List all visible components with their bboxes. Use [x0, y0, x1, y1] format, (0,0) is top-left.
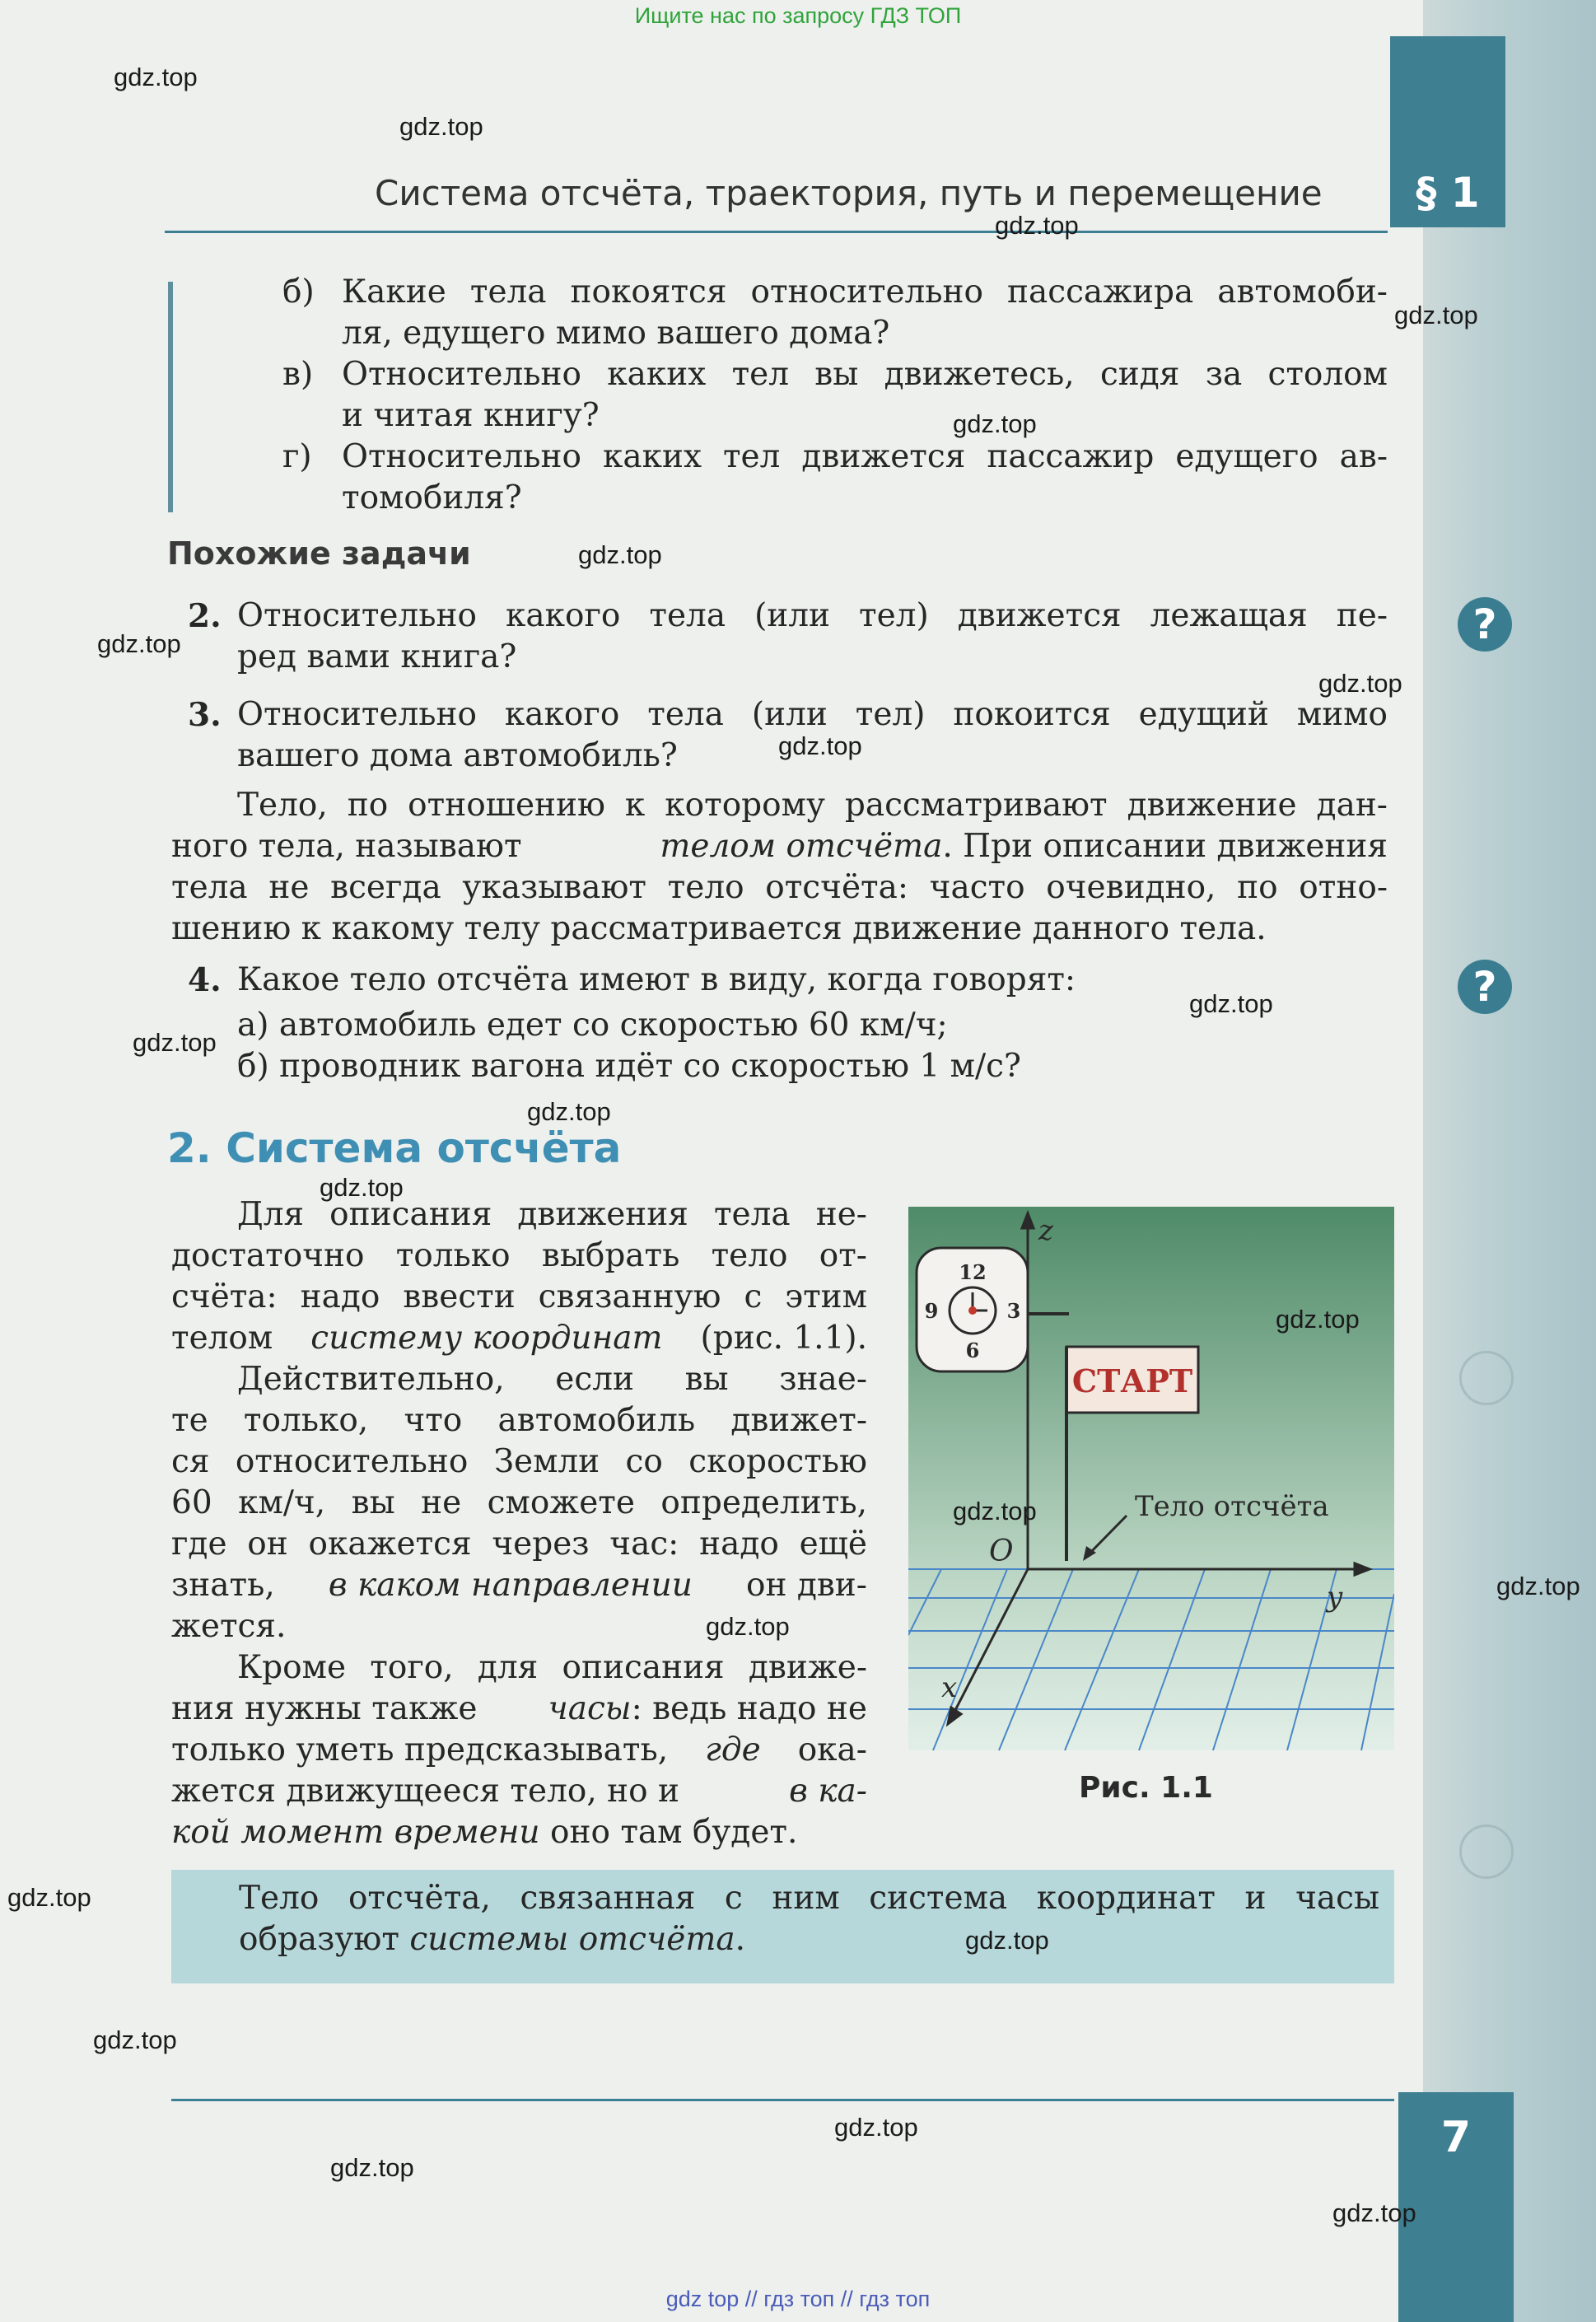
watermark: gdz.top	[399, 112, 483, 141]
s2-p2-line1: Кроме того, для описания движе-	[237, 1649, 867, 1686]
s2-p1-line4-c: (рис. 1.1).	[700, 1320, 867, 1357]
question-g-line1: Относительно каких тел движется пассажир едущего ав-	[342, 438, 1388, 475]
watermark: gdz.top	[778, 731, 862, 760]
footer-divider	[171, 2099, 1394, 2101]
question-v-line1: Относительно каких тел вы движетесь, сидя за столом	[342, 356, 1388, 393]
s2-p1-line5: Действительно, если вы знае-	[237, 1361, 867, 1398]
figure-caption: Рис. 1.1	[1079, 1771, 1213, 1805]
clock-3: 3	[1006, 1299, 1021, 1323]
watermark: gdz.top	[7, 1883, 91, 1912]
s2-p2-line3	[171, 1730, 867, 1771]
watermark: gdz.top	[834, 2113, 918, 2142]
top-banner[interactable]: Ищите нас по запросу ГДЗ ТОП	[634, 3, 962, 28]
s2-p1-line6: те только, что автомобиль движет-	[171, 1402, 867, 1439]
flag-text: СТАРТ	[1071, 1362, 1193, 1399]
watermark: gdz.top	[527, 1097, 611, 1126]
s2-p2-line3-c: ока-	[797, 1731, 867, 1768]
body-ref-line2-a: ного тела, называют	[171, 828, 522, 865]
question-g-line2: томобиля?	[342, 479, 522, 516]
body-ref-line2	[171, 826, 1388, 867]
s2-p1-line10-a: знать,	[171, 1567, 275, 1604]
question-icon: ?	[1458, 960, 1512, 1014]
question-b-label: б)	[282, 273, 315, 311]
term-direction: в каком направлении	[328, 1567, 693, 1604]
axis-z-label: z	[1038, 1214, 1053, 1247]
task-2-number: 2.	[188, 597, 222, 635]
task-3-line2: вашего дома автомобиль?	[237, 737, 678, 774]
bottom-banner[interactable]: gdz top // гдз топ // гдз топ	[665, 2287, 931, 2311]
task-4-b: б) проводник вагона идёт со скоростью 1 м/с?	[237, 1048, 1021, 1085]
watermark: gdz.top	[1318, 669, 1402, 698]
body-ref-line2-c: . При описании движения	[942, 828, 1388, 865]
task-4-line1: Какое тело отсчёта имеют в виду, когда говорят:	[237, 961, 1076, 998]
s2-p1-line11: жется.	[171, 1608, 287, 1645]
term-reference-system: системы отсчёта	[409, 1921, 735, 1958]
section-2-heading: 2. Система отсчёта	[167, 1124, 622, 1172]
watermark: gdz.top	[1189, 989, 1273, 1018]
s2-p2-line4-a: жется движущееся тело, но и	[171, 1773, 679, 1810]
definition-line2-c: .	[735, 1921, 745, 1958]
s2-p1-line4-a: телом	[171, 1320, 273, 1357]
refresh-icon	[1459, 1824, 1514, 1879]
body-ref-line4: шению к какому телу рассматривается движение данного тела.	[171, 910, 1267, 947]
definition-line2	[239, 1919, 745, 1960]
section-number: § 1	[1416, 169, 1480, 217]
axis-y-label: y	[1327, 1581, 1343, 1614]
task-3-number: 3.	[188, 696, 222, 734]
s2-p1-line1: Для описания движения тела не-	[237, 1196, 867, 1233]
clock-6: 6	[965, 1339, 980, 1362]
watermark: gdz.top	[965, 1926, 1049, 1955]
side-decoration	[1423, 0, 1596, 2322]
question-b-line2: ля, едущего мимо вашего дома?	[342, 315, 890, 352]
s2-p1-line2: достаточно только выбрать тело от-	[171, 1237, 867, 1274]
s2-p1-line10-c: он дви-	[745, 1567, 867, 1604]
question-icon: ?	[1458, 597, 1512, 652]
task-2-line1: Относительно какого тела (или тел) движется лежащая пе-	[237, 597, 1388, 634]
s2-p2-line2	[171, 1689, 867, 1730]
axis-x-label: x	[941, 1671, 958, 1704]
s2-p2-line2-c: : ведь надо не	[631, 1690, 867, 1727]
watermark: gdz.top	[995, 211, 1079, 240]
watermark: gdz.top	[706, 1612, 790, 1641]
watermark: gdz.top	[953, 1497, 1037, 1525]
clock-9: 9	[924, 1299, 939, 1323]
term-where: где	[705, 1731, 761, 1768]
s2-p1-line9: где он окажется через час: надо ещё	[171, 1525, 867, 1563]
term-moment-of-time: кой момент времени	[171, 1814, 540, 1851]
s2-p1-line7: ся относительно Земли со скоростью	[171, 1443, 867, 1480]
question-side-bar	[168, 282, 173, 512]
question-v-label: в)	[282, 356, 314, 393]
s2-p2-line2-a: ния нужны также	[171, 1690, 478, 1727]
term-at-what: в ка-	[789, 1773, 867, 1810]
header-divider	[165, 231, 1388, 233]
watermark: gdz.top	[93, 2025, 177, 2054]
watermark: gdz.top	[114, 63, 198, 91]
watermark: gdz.top	[97, 629, 181, 658]
watermark: gdz.top	[1332, 2198, 1416, 2227]
question-v-line2: и читая книгу?	[342, 397, 600, 434]
globe-icon	[1459, 1351, 1514, 1405]
s2-p2-line5-b: оно там будет.	[549, 1814, 798, 1851]
watermark: gdz.top	[953, 409, 1037, 438]
s2-p1-line3: счёта: надо ввести связанную с этим	[171, 1278, 867, 1315]
watermark: gdz.top	[1496, 1572, 1580, 1600]
task-2-line2: ред вами книга?	[237, 638, 517, 675]
s2-p1-line8: 60 км/ч, вы не сможете определить,	[171, 1484, 867, 1521]
origin-label: O	[989, 1535, 1014, 1568]
s2-p2-line3-a: только уметь предсказывать,	[171, 1731, 669, 1768]
task-4-a: а) автомобиль едет со скоростью 60 км/ч;	[237, 1007, 948, 1044]
page-title: Система отсчёта, траектория, путь и перемещение	[375, 173, 1323, 213]
figure-1-1	[908, 1207, 1394, 1771]
watermark: gdz.top	[330, 2153, 414, 2182]
question-g-label: г)	[282, 438, 312, 475]
definition-line2-a: образуют	[239, 1921, 399, 1958]
question-b-line1: Какие тела покоятся относительно пассажира автомоби-	[342, 273, 1388, 311]
page-number: 7	[1440, 2113, 1472, 2162]
body-ref-line1: Тело, по отношению к которому рассматривают движение дан-	[237, 787, 1388, 824]
reference-body-label: Тело отсчёта	[1135, 1490, 1329, 1523]
s2-p1-line10	[171, 1565, 867, 1606]
definition-line1: Тело отсчёта, связанная с ним система координат и часы	[239, 1880, 1379, 1917]
watermark: gdz.top	[1394, 301, 1478, 329]
term-coordinate-system: систему координат	[310, 1320, 663, 1357]
s2-p1-line4	[171, 1318, 867, 1359]
term-reference-body: телом отсчёта	[660, 828, 943, 865]
task-3-line1: Относительно какого тела (или тел) покоится едущий мимо	[237, 696, 1388, 733]
watermark: gdz.top	[320, 1173, 404, 1202]
term-clock: часы	[548, 1690, 632, 1727]
s2-p2-line4	[171, 1771, 867, 1812]
s2-p2-line5	[171, 1812, 797, 1853]
watermark: gdz.top	[133, 1028, 217, 1057]
watermark: gdz.top	[578, 540, 662, 569]
body-ref-line3: тела не всегда указывают тело отсчёта: часто очевидно, по отно-	[171, 869, 1388, 906]
task-4-number: 4.	[188, 961, 222, 999]
similar-tasks-heading: Похожие задачи	[167, 535, 471, 572]
watermark: gdz.top	[1276, 1305, 1360, 1334]
clock-12: 12	[959, 1260, 987, 1284]
